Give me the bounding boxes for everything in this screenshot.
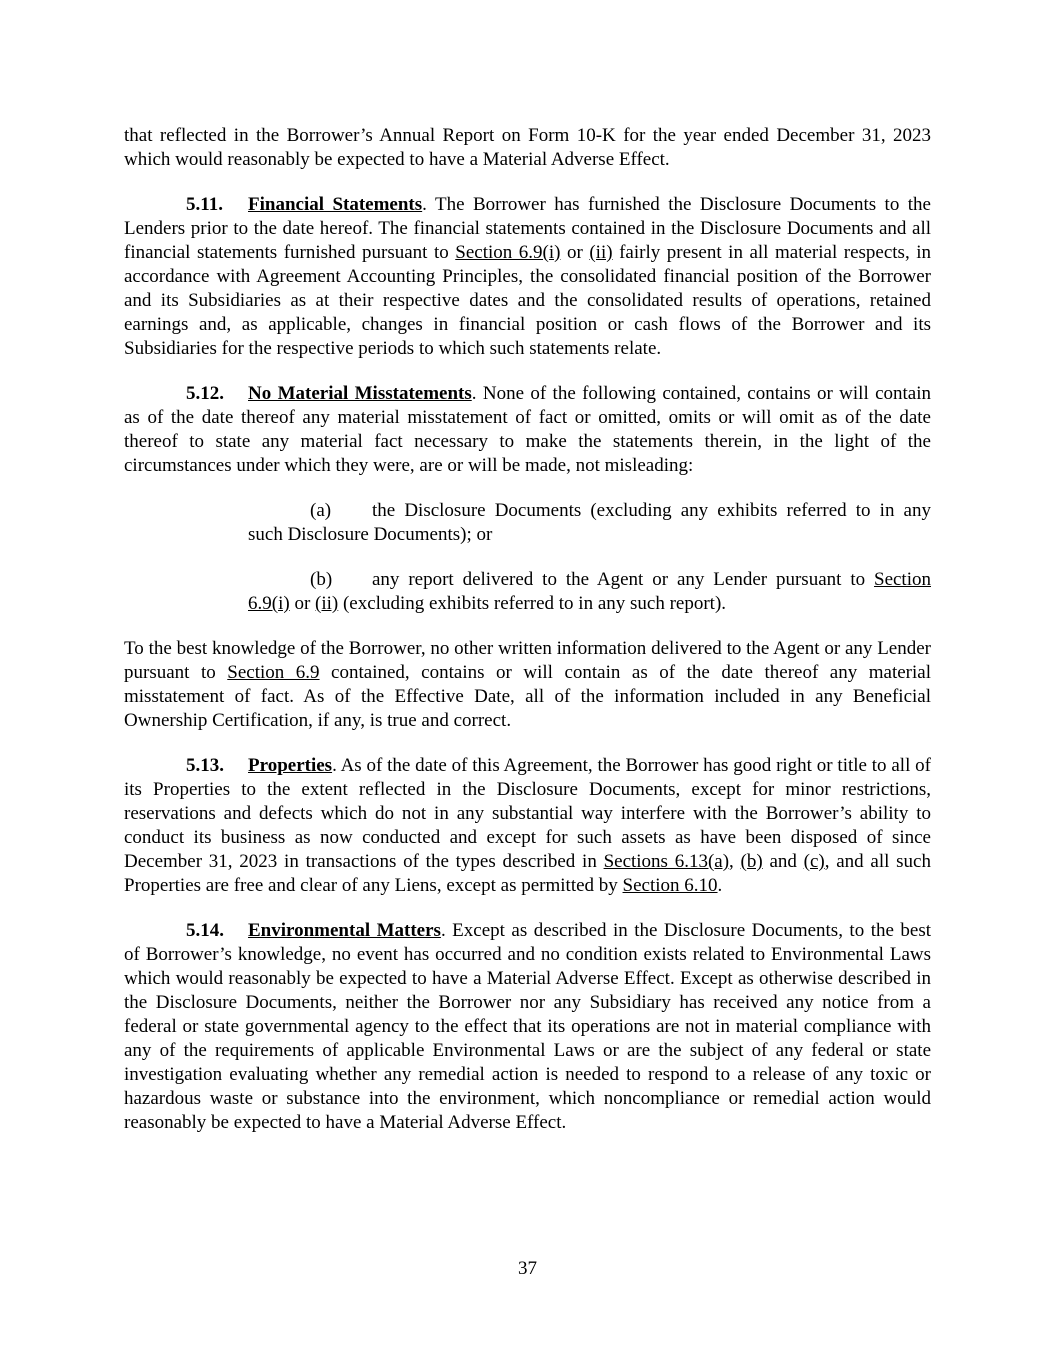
section-number: 5.12. [186,383,224,404]
document-page [124,124,931,1156]
section-text: , and all such Properties are free and clear of any Liens, except as permitted by [124,851,931,896]
section-title: Financial Statements [248,194,423,215]
section-reference: Section 6.9(i) [455,242,561,263]
section-number: 5.14. [186,920,224,941]
section-reference: Section 6.9(i) [248,569,931,614]
section-reference: (ii) [315,593,339,614]
section-text: , [729,851,741,872]
section-text: contained, contains or will contain as of the date thereof any material misstatement of fact. As of the Effective Date, all of the information included in any Beneficial Ownership Certification, if any, is true and correct. [124,662,931,731]
section-text: . [717,875,723,896]
section-text: . As of the date of this Agreement, the Borrower has good right or title to all of its Properties to the extent reflected in the Disclosure Documents, except for minor restrictions, reservations and defects which do not in any substantial way interfere with the Borrower’s ability to conduct its business as now conducted and except for such assets as have been disposed of since December 31, 2023 in transactions of the types described in [124,755,931,872]
clause-b [248,568,931,616]
section-title: No Material Misstatements [248,383,472,404]
section-reference: Section 6.10 [622,875,718,896]
section-reference: (c) [803,851,825,872]
section-reference: Sections 6.13(a) [603,851,730,872]
section-text: and [762,851,804,872]
clause-text: the Disclosure Documents (excluding any exhibits referred to in any such Disclosure Documents); or [248,500,931,545]
section-5-13 [124,754,931,898]
section-number: 5.13. [186,755,224,776]
section-title: Properties [248,755,333,776]
section-5-11 [124,193,931,361]
section-reference: Section 6.9 [227,662,320,683]
clause-label: (a) [310,500,332,521]
section-text: To the best knowledge of the Borrower, no other written information delivered to the Agent or any Lender pursuant to [124,638,931,683]
section-text: . Except as described in the Disclosure Documents, to the best of Borrower’s knowledge, no event has occurred and no condition exists related to Environmental Laws which would reasonably be expected to have a Material Adverse Effect. Except as otherwise described in the Disclosure Documents, neither the Borrower nor any Subsidiary has received any notice from a federal or state governmental agency to the effect that its operations are not in material compliance with any of the requirements of applicable Environmental Laws or are the subject of any federal or state investigation evaluating whether any remedial action is needed to respond to a release of any toxic or hazardous waste or substance into the environment, which noncompliance or remedial action would reasonably be expected to have a Material Adverse Effect. [124,920,931,1133]
intro-paragraph: that reflected in the Borrower’s Annual Report on Form 10-K for the year ended December 31, 2023 which would reasonably be expected to have a Material Adverse Effect. [124,125,931,170]
section-text: . The Borrower has furnished the Disclosure Documents to the Lenders prior to the date hereof. The financial statements contained in the Disclosure Documents and all financial statements furnished pursuant to [124,194,931,263]
clause-a [248,499,931,547]
page-number: 37 [518,1258,537,1279]
section-reference: (ii) [589,242,613,263]
section-reference: (b) [740,851,763,872]
clause-label: (b) [310,569,333,590]
clause-text: any report delivered to the Agent or any Lender pursuant to [372,569,874,590]
section-text: or [560,242,590,263]
section-5-14 [124,919,931,1135]
section-number: 5.11. [186,194,223,215]
section-text: fairly present in all material respects, in accordance with Agreement Accounting Principles, the consolidated financial position of the Borrower and its Subsidiaries as at their respective dates and the consolidated results of operations, retained earnings and, as applicable, changes in financial position or cash flows of the Borrower and its Subsidiaries for the respective periods to which such statements relate. [124,242,931,359]
section-title: Environmental Matters [248,920,441,941]
section-5-12-continuation [124,637,931,733]
section-5-12 [124,382,931,478]
clause-text: or [289,593,316,614]
clause-text: (excluding exhibits referred to in any such report). [338,593,727,614]
section-text: . None of the following contained, contains or will contain as of the date thereof any material misstatement of fact or omitted, omits or will omit as of the date thereof to state any material fact necessary to make the statements therein, in the light of the circumstances under which they were, are or will be made, not misleading: [124,383,931,476]
